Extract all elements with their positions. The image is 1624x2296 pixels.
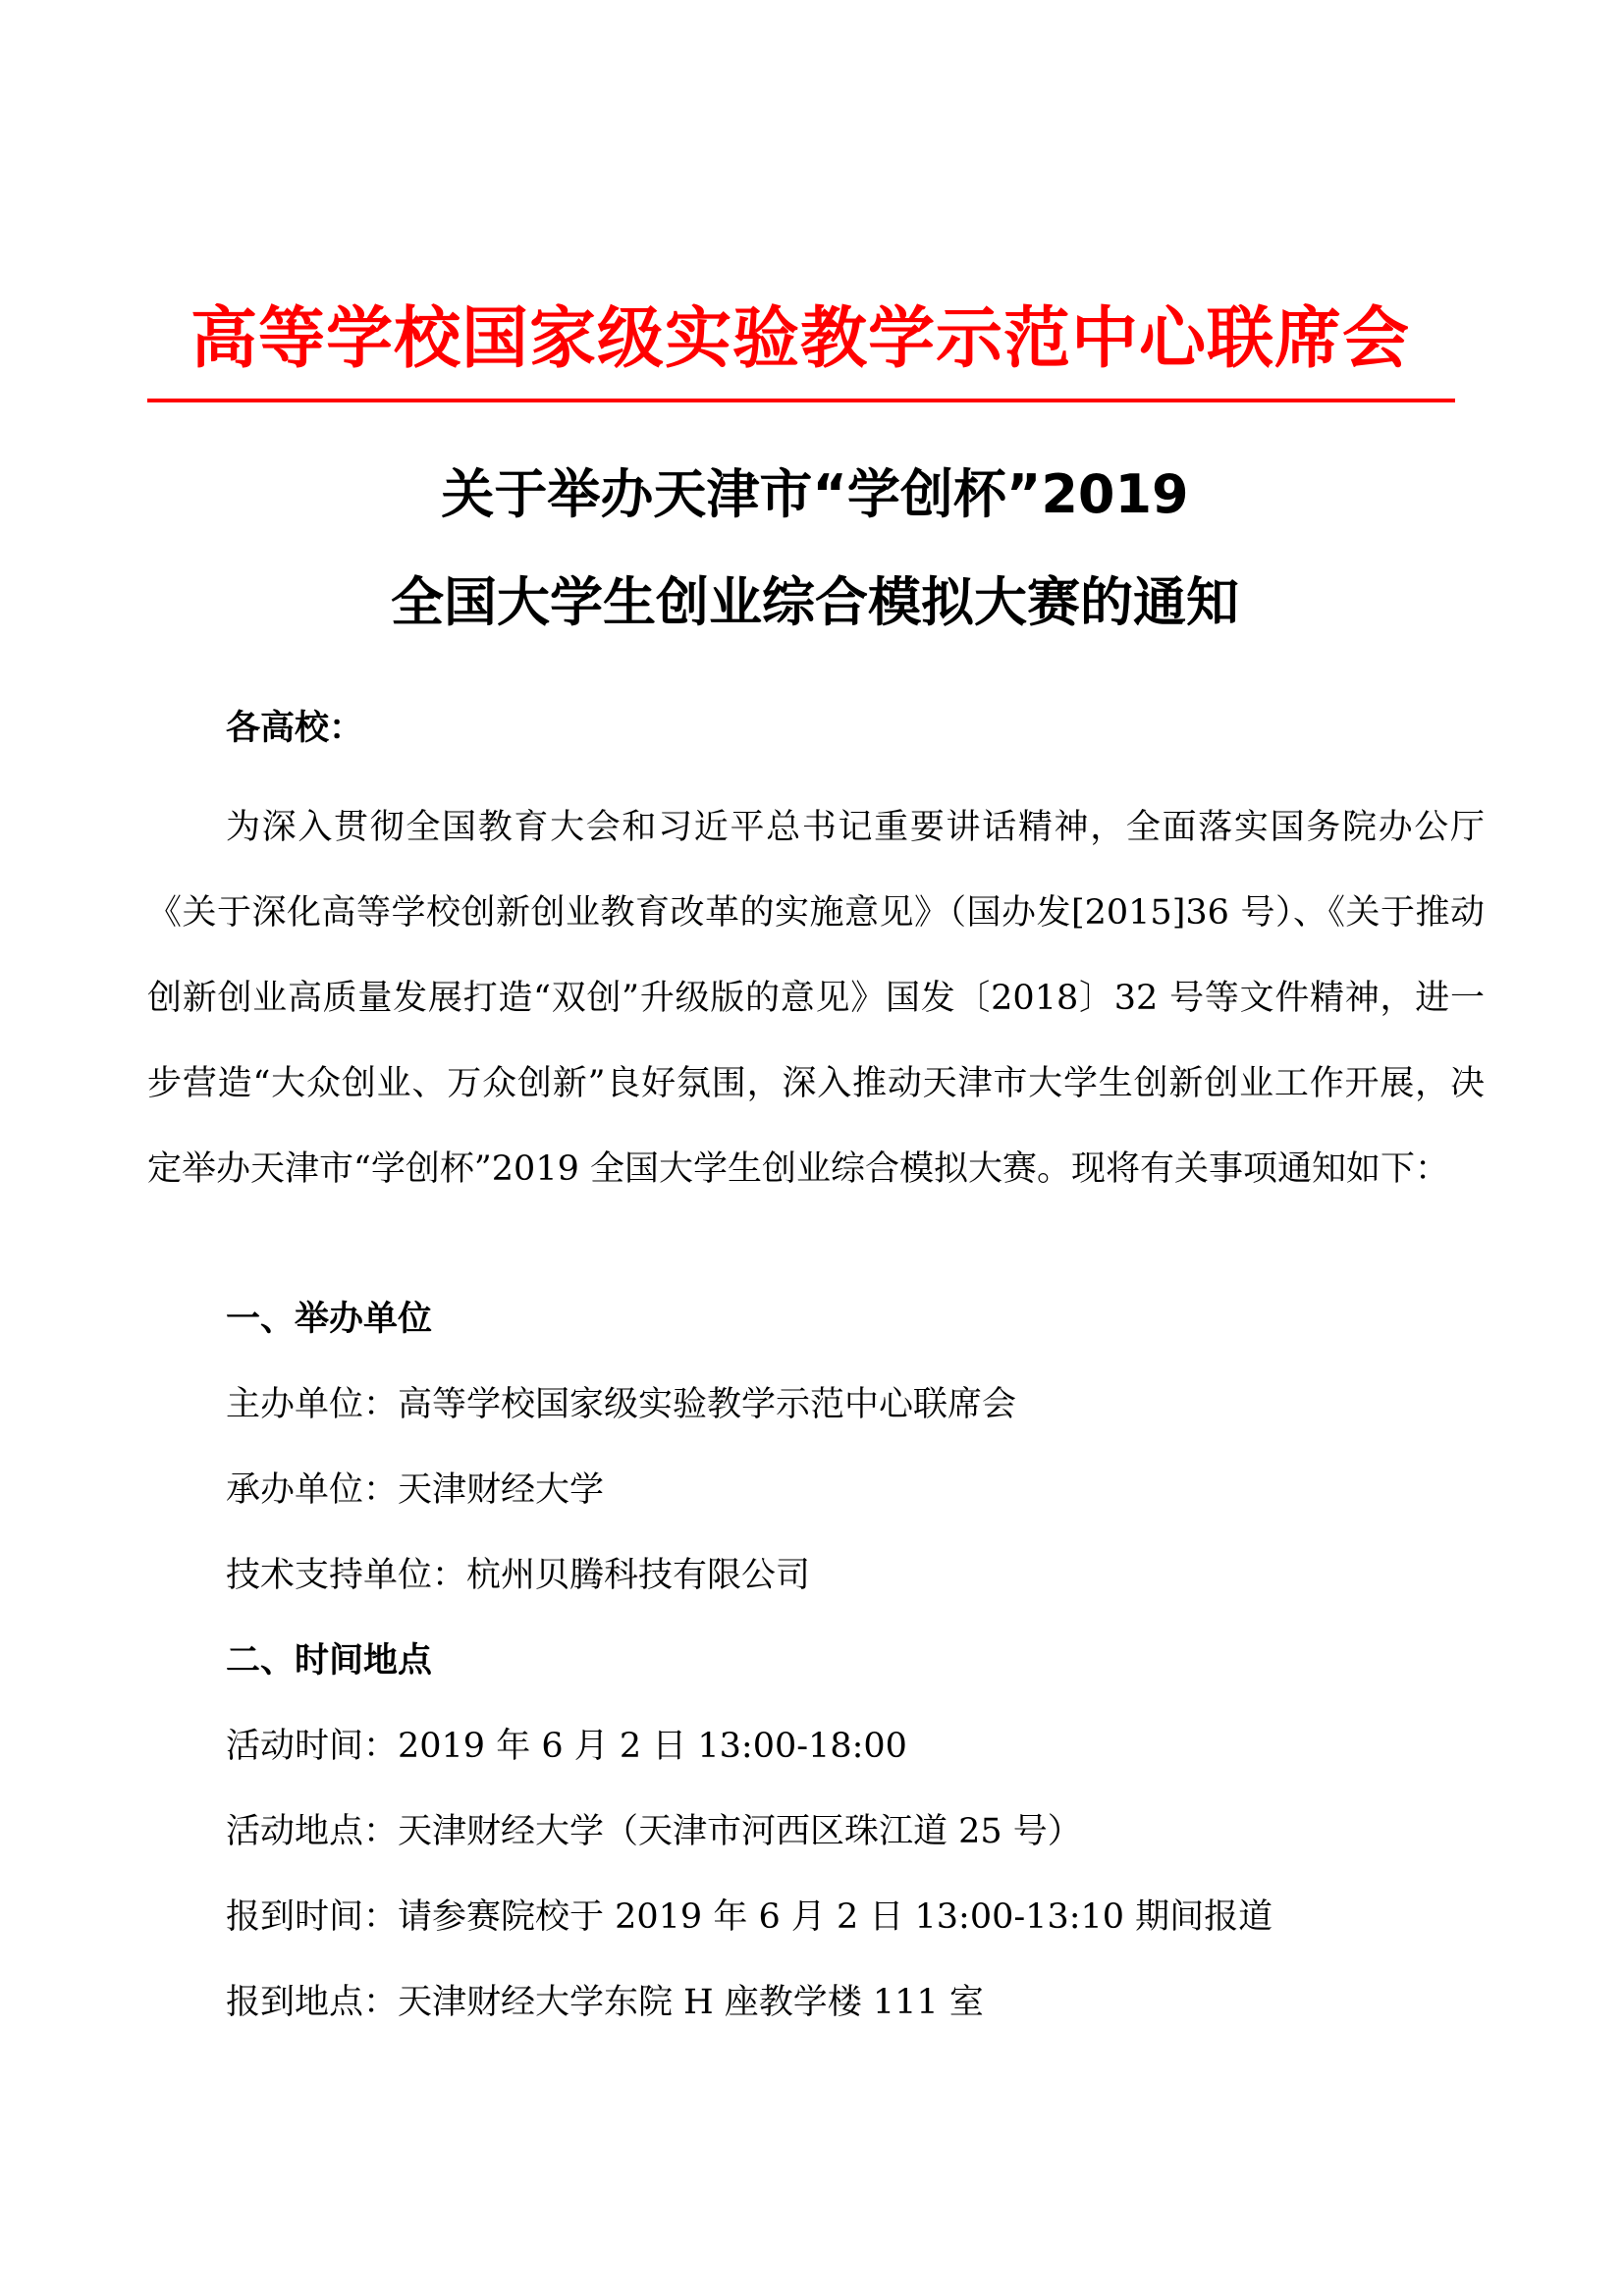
event-location: 活动地点：天津财经大学（天津市河西区珠江道 25 号） <box>226 1812 1082 1851</box>
intro-paragraph: 为深入贯彻全国教育大会和习近平总书记重要讲话精神，全面落实国务院办公厅《关于深化高等学校创新创业教育改革的实施意见》（国办发[2015]36 号）、《关于推动创新创业高质量发展打造“双创”升级版的意见》国发〔2018〕32 号等文件精神，进一步营造“大众创业、万众创新”良好氛围，深入推动天津市大学生创新创业工作开展，决定举办天津市“学创杯”2019 全国大学生创业综合模拟大赛。现将有关事项通知如下： <box>147 808 1485 1189</box>
notice-title-line-2: 全国大学生创业综合模拟大赛的通知 <box>391 571 1239 633</box>
check-in-location: 报到地点：天津财经大学东院 H 座教学楼 111 室 <box>226 1983 984 2022</box>
organizer-host: 主办单位：高等学校国家级实验教学示范中心联席会 <box>226 1385 1017 1424</box>
letterhead-divider <box>147 399 1455 402</box>
organizer-undertaker: 承办单位：天津财经大学 <box>226 1470 605 1510</box>
notice-title-line-1: 关于举办天津市“学创杯”2019 <box>441 463 1189 525</box>
event-time: 活动时间：2019 年 6 月 2 日 13:00-18:00 <box>226 1727 907 1766</box>
section-heading-organizers: 一、举办单位 <box>226 1300 433 1339</box>
check-in-time: 报到时间：请参赛院校于 2019 年 6 月 2 日 13:00-13:10 期间报道 <box>226 1897 1273 1937</box>
section-heading-time-place: 二、时间地点 <box>226 1641 433 1681</box>
letterhead-title: 高等学校国家级实验教学示范中心联席会 <box>189 300 1410 378</box>
organizer-tech-support: 技术支持单位：杭州贝腾科技有限公司 <box>226 1556 811 1595</box>
salutation: 各高校： <box>226 709 364 748</box>
